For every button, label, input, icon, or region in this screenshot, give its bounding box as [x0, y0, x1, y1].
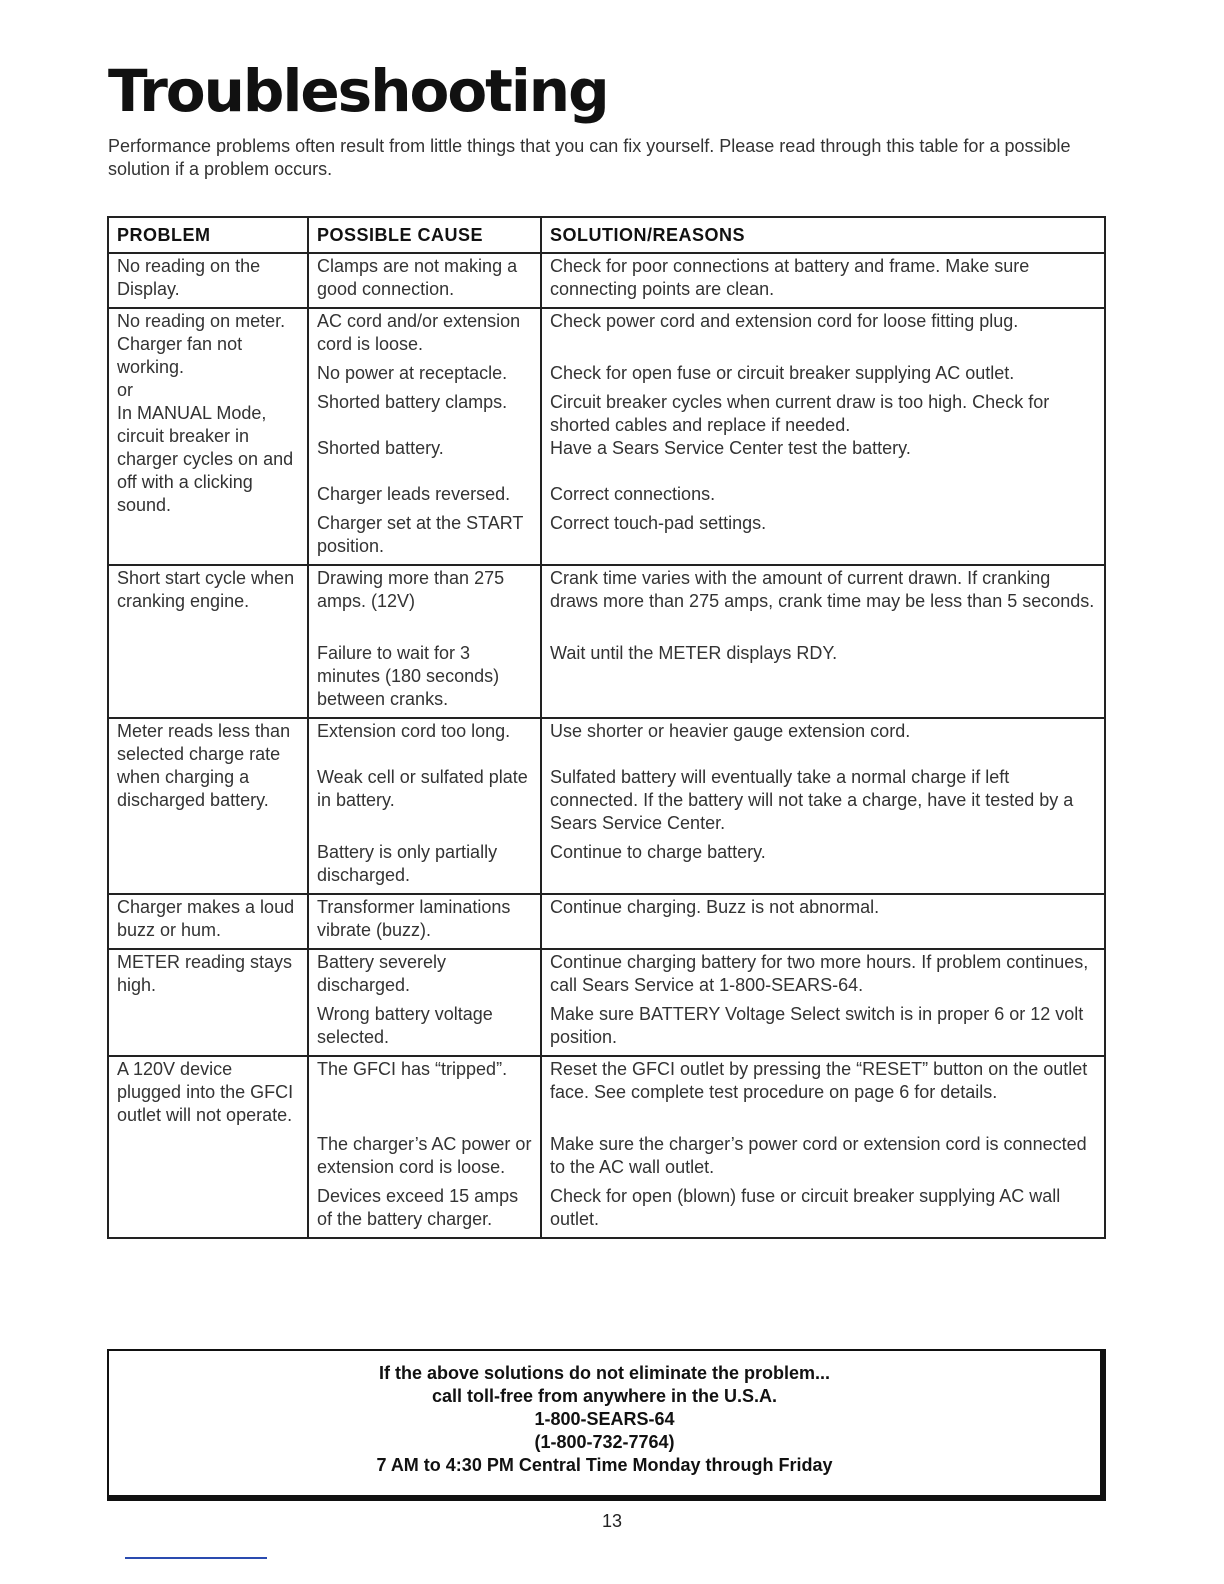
cause-cell: [308, 565, 541, 718]
solution-cell: [541, 949, 1105, 1056]
solution-text: Circuit breaker cycles when current draw is too high. Check for shorted cables and replace if needed.: [550, 392, 1050, 435]
page-title: Troubleshooting: [108, 57, 608, 125]
cause-text: Transformer laminations vibrate (buzz).: [317, 897, 511, 940]
help-phone-digits: (1-800-732-7764): [534, 1432, 675, 1452]
cause-text: Drawing more than 275 amps. (12V): [317, 568, 505, 611]
solution-text: Make sure the charger’s power cord or extension cord is connected to the AC wall outlet.: [550, 1134, 1087, 1177]
cause-cell: [308, 718, 541, 894]
table-row: [108, 718, 1105, 894]
cause-text: Clamps are not making a good connection.: [317, 256, 518, 299]
cause-text: Charger set at the START position.: [317, 513, 524, 556]
cause-text: Shorted battery clamps.: [317, 392, 508, 412]
solution-text: Wait until the METER displays RDY.: [550, 643, 838, 663]
solution-text: Use shorter or heavier gauge extension cord.: [550, 721, 911, 741]
cause-text: Battery is only partially discharged.: [317, 842, 498, 885]
cause-cell: [308, 1056, 541, 1238]
problem-text: No reading on meter. Charger fan not working. or In MANUAL Mode, circuit breaker in charger cycles on and off with a clicking sound.: [117, 311, 294, 515]
solution-text: Check for open (blown) fuse or circuit breaker supplying AC wall outlet.: [550, 1186, 1061, 1229]
cause-cell: [308, 308, 541, 565]
solution-text: Sulfated battery will eventually take a normal charge if left connected. If the battery will not take a charge, have it tested by a Sears Service Center.: [550, 767, 1074, 833]
help-line-tollfree: call toll-free from anywhere in the U.S.A.: [431, 1386, 778, 1406]
cause-text: The charger’s AC power or extension cord is loose.: [317, 1134, 532, 1177]
solution-text: Continue charging battery for two more hours. If problem continues, call Sears Service at 1-800-SEARS-64.: [550, 952, 1089, 995]
solution-cell: [541, 718, 1105, 894]
table-row: [108, 949, 1105, 1056]
solution-text: Check for open fuse or circuit breaker supplying AC outlet.: [550, 363, 1015, 383]
solution-text: Correct touch-pad settings.: [550, 513, 767, 533]
cause-text: Weak cell or sulfated plate in battery.: [317, 767, 528, 810]
help-phone-letters: 1-800-SEARS-64: [534, 1409, 675, 1429]
problem-cell: Short start cycle when cranking engine.: [108, 565, 308, 718]
help-callout-box: [107, 1349, 1106, 1501]
problem-cell: No reading on the Display.: [108, 253, 308, 308]
table-header-row: [108, 217, 1105, 253]
solution-cell: [541, 253, 1105, 308]
troubleshooting-table: [107, 216, 1106, 1239]
page-number: 13: [601, 1511, 623, 1531]
solution-cell: [541, 565, 1105, 718]
solution-text: Check for poor connections at battery and frame. Make sure connecting points are clean.: [550, 256, 1030, 299]
cause-cell: [308, 949, 541, 1056]
solution-text: Reset the GFCI outlet by pressing the “RESET” button on the outlet face. See complete test procedure on page 6 for details.: [550, 1059, 1088, 1102]
cause-text: Wrong battery voltage selected.: [317, 1004, 493, 1047]
solution-text: Make sure BATTERY Voltage Select switch is in proper 6 or 12 volt position.: [550, 1004, 1084, 1047]
problem-cell: Charger makes a loud buzz or hum.: [108, 894, 308, 949]
cause-cell: [308, 894, 541, 949]
solution-cell: [541, 308, 1105, 565]
help-hours: 7 AM to 4:30 PM Central Time Monday through Friday: [376, 1455, 833, 1475]
problem-cell: METER reading stays high.: [108, 949, 308, 1056]
table-row: [108, 308, 1105, 565]
table-row: [108, 1056, 1105, 1238]
solution-cell: [541, 894, 1105, 949]
table-row: [108, 894, 1105, 949]
solution-text: Continue to charge battery.: [550, 842, 766, 862]
solution-text: Continue charging. Buzz is not abnormal.: [550, 897, 880, 917]
intro-paragraph: Performance problems often result from little things that you can fix yourself. Please read through this table for a possible solution if a problem occurs.: [108, 136, 1071, 179]
cause-text: Extension cord too long.: [317, 721, 511, 741]
footer-rule: [125, 1557, 267, 1559]
cause-text: Failure to wait for 3 minutes (180 seconds) between cranks.: [317, 643, 500, 709]
header-problem: PROBLEM: [108, 217, 308, 253]
help-line-heading: If the above solutions do not eliminate the problem...: [378, 1363, 831, 1383]
table-row: [108, 253, 1105, 308]
header-possible-cause: POSSIBLE CAUSE: [308, 217, 541, 253]
cause-text: Battery severely discharged.: [317, 952, 447, 995]
problem-cell: A 120V device plugged into the GFCI outlet will not operate.: [108, 1056, 308, 1238]
problem-cell: Meter reads less than selected charge rate when charging a discharged battery.: [108, 718, 308, 894]
solution-text: Correct connections.: [550, 484, 716, 504]
solution-cell: [541, 1056, 1105, 1238]
cause-text: AC cord and/or extension cord is loose.: [317, 311, 521, 354]
problem-cell: [108, 308, 308, 565]
solution-text: Check power cord and extension cord for loose fitting plug.: [550, 311, 1019, 331]
cause-text: Shorted battery.: [317, 438, 444, 458]
cause-text: The GFCI has “tripped”.: [317, 1059, 508, 1079]
cause-text: No power at receptacle.: [317, 363, 508, 383]
cause-text: Charger leads reversed.: [317, 484, 511, 504]
cause-text: Devices exceed 15 amps of the battery charger.: [317, 1186, 519, 1229]
header-solution: SOLUTION/REASONS: [541, 217, 1105, 253]
solution-text: Have a Sears Service Center test the battery.: [550, 438, 911, 458]
cause-cell: [308, 253, 541, 308]
table-row: [108, 565, 1105, 718]
solution-text: Crank time varies with the amount of current drawn. If cranking draws more than 275 amps, crank time may be less than 5 seconds.: [550, 568, 1095, 611]
